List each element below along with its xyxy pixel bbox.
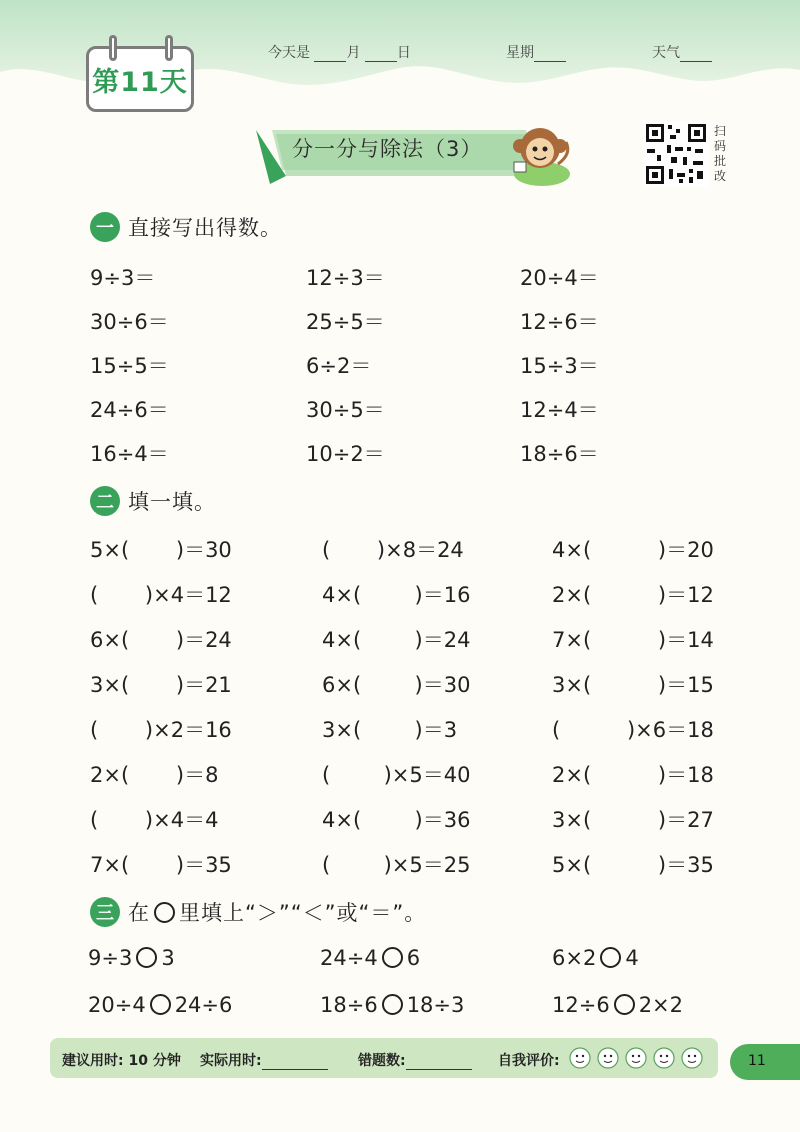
- problem[interactable]: 5×( )＝30: [90, 538, 232, 562]
- problem[interactable]: 10÷2＝: [306, 442, 385, 466]
- circle-icon: [154, 902, 175, 923]
- problem[interactable]: 4×( )＝36: [322, 808, 471, 832]
- weekday-label: 星期: [506, 45, 534, 61]
- calendar-ring-icon: [109, 35, 117, 61]
- scan-hint: 扫 码 批 改: [713, 124, 726, 183]
- section-3-heading: [90, 897, 426, 927]
- compare-problem[interactable]: 12÷6 2×2: [552, 993, 684, 1017]
- problem[interactable]: 25÷5＝: [306, 310, 385, 334]
- problem[interactable]: 24÷6＝: [90, 398, 169, 422]
- problem[interactable]: 6÷2＝: [306, 354, 372, 378]
- weather-field[interactable]: [652, 42, 712, 62]
- problem[interactable]: 4×( )＝16: [322, 583, 471, 607]
- problem[interactable]: 2×( )＝12: [552, 583, 714, 607]
- compare-problem[interactable]: 9÷3 3: [88, 946, 175, 970]
- problem[interactable]: ( )×5＝40: [322, 763, 471, 787]
- weekday-field[interactable]: [506, 42, 566, 62]
- problem[interactable]: 3×( )＝21: [90, 673, 232, 697]
- lesson-title: 分一分与除法（3）: [292, 137, 483, 161]
- qr-code-icon[interactable]: [643, 121, 709, 187]
- self-eval-label: 自我评价:: [498, 1053, 560, 1069]
- problem[interactable]: 4×( )＝24: [322, 628, 471, 652]
- answer-circle[interactable]: [150, 994, 171, 1015]
- problem[interactable]: 16÷4＝: [90, 442, 169, 466]
- section-1-heading: [90, 212, 282, 242]
- problem[interactable]: 2×( )＝8: [90, 763, 219, 787]
- problem[interactable]: 12÷3＝: [306, 266, 385, 290]
- actual-time-field[interactable]: 实际用时:: [200, 1050, 328, 1070]
- section-title: 填一填。: [128, 490, 216, 514]
- date-field[interactable]: [268, 42, 411, 62]
- problem[interactable]: 6×( )＝24: [90, 628, 232, 652]
- problem[interactable]: 30÷5＝: [306, 398, 385, 422]
- section-2-heading: [90, 486, 216, 516]
- problem[interactable]: 5×( )＝35: [552, 853, 714, 877]
- weather-label: 天气: [652, 45, 680, 61]
- problem[interactable]: 3×( )＝15: [552, 673, 714, 697]
- problem[interactable]: 3×( )＝27: [552, 808, 714, 832]
- date-prefix: 今天是: [268, 45, 310, 61]
- day-label: 第11天: [92, 66, 188, 98]
- problem[interactable]: 4×( )＝20: [552, 538, 714, 562]
- compare-problem[interactable]: 6×2 4: [552, 946, 639, 970]
- answer-circle[interactable]: [600, 947, 621, 968]
- problem[interactable]: 3×( )＝3: [322, 718, 458, 742]
- problem[interactable]: ( )×5＝25: [322, 853, 471, 877]
- problem[interactable]: 2×( )＝18: [552, 763, 714, 787]
- error-count-field[interactable]: 错题数:: [358, 1050, 472, 1070]
- page-number: 11: [748, 1053, 766, 1069]
- problem[interactable]: ( )×4＝12: [90, 583, 232, 607]
- section-title: 直接写出得数。: [128, 216, 282, 240]
- problem[interactable]: 30÷6＝: [90, 310, 169, 334]
- problem[interactable]: 12÷4＝: [520, 398, 599, 422]
- problem[interactable]: 7×( )＝14: [552, 628, 714, 652]
- problem[interactable]: ( )×2＝16: [90, 718, 232, 742]
- problem[interactable]: 7×( )＝35: [90, 853, 232, 877]
- compare-problem[interactable]: 18÷6 18÷3: [320, 993, 465, 1017]
- section-number-badge: 一: [90, 212, 120, 242]
- problem[interactable]: 20÷4＝: [520, 266, 599, 290]
- compare-problem[interactable]: 20÷4 24÷6: [88, 993, 233, 1017]
- problem[interactable]: 6×( )＝30: [322, 673, 471, 697]
- problem[interactable]: ( )×4＝4: [90, 808, 219, 832]
- day-char: 日: [396, 45, 411, 61]
- problem[interactable]: 15÷5＝: [90, 354, 169, 378]
- problem[interactable]: 9÷3＝: [90, 266, 156, 290]
- section-number-badge: 二: [90, 486, 120, 516]
- day-badge: [86, 46, 194, 112]
- suggested-time: 建议用时: 10 分钟: [62, 1053, 181, 1069]
- self-eval-smiley-icons[interactable]: [568, 1045, 708, 1071]
- section-number-badge: 三: [90, 897, 120, 927]
- section-title: 在 里填上“＞”“＜”或“＝”。: [128, 901, 427, 925]
- answer-circle[interactable]: [382, 947, 403, 968]
- problem[interactable]: 18÷6＝: [520, 442, 599, 466]
- compare-problem[interactable]: 24÷4 6: [320, 946, 421, 970]
- answer-circle[interactable]: [614, 994, 635, 1015]
- problem[interactable]: 12÷6＝: [520, 310, 599, 334]
- month-label: 月: [346, 45, 361, 61]
- problem[interactable]: ( )×8＝24: [322, 538, 464, 562]
- problem[interactable]: 15÷3＝: [520, 354, 599, 378]
- problem[interactable]: ( )×6＝18: [552, 718, 714, 742]
- answer-circle[interactable]: [136, 947, 157, 968]
- calendar-ring-icon: [165, 35, 173, 61]
- answer-circle[interactable]: [382, 994, 403, 1015]
